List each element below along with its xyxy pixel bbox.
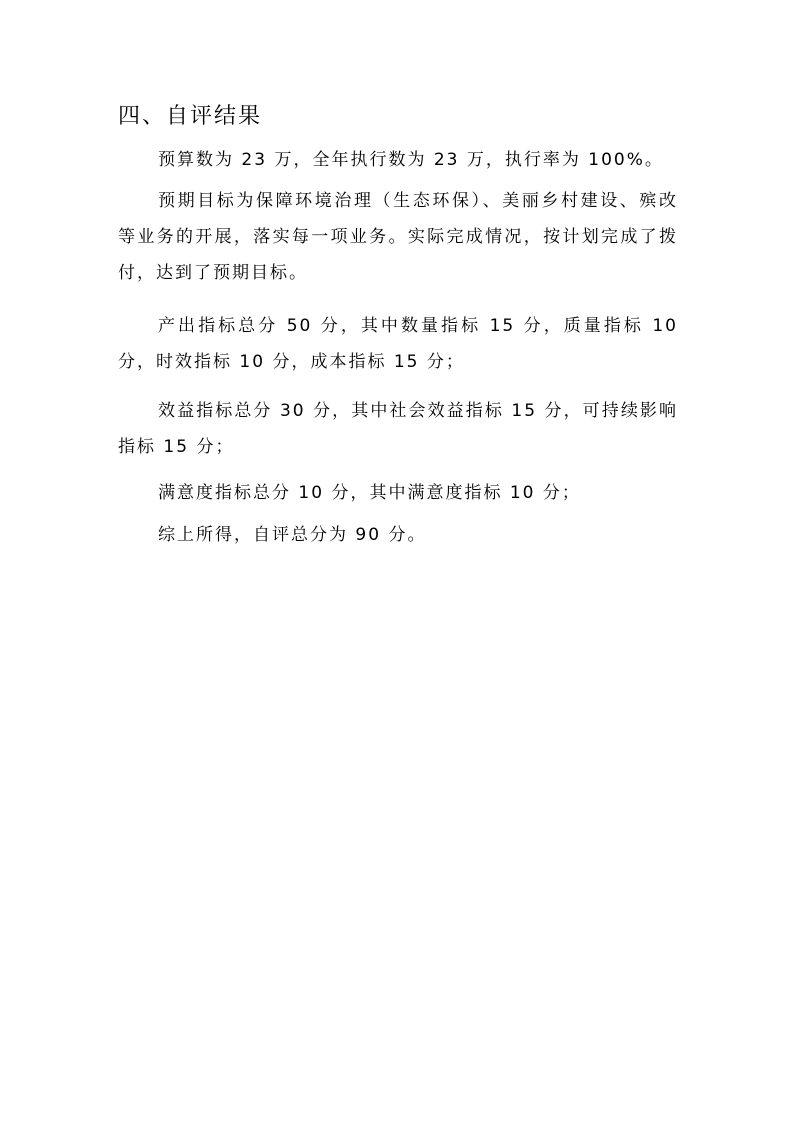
benefit-indicators-paragraph: 效益指标总分 30 分，其中社会效益指标 15 分，可持续影响指标 15 分； bbox=[118, 401, 678, 457]
target-completion-paragraph: 预期目标为保障环境治理（生态环保）、美丽乡村建设、殡改等业务的开展，落实每一项业务。实际完成情况，按计划完成了拨付，达到了预期目标。 bbox=[118, 191, 678, 283]
satisfaction-indicators-paragraph: 满意度指标总分 10 分，其中满意度指标 10 分； bbox=[158, 483, 581, 503]
output-indicators-paragraph: 产出指标总分 50 分，其中数量指标 15 分，质量指标 10 分，时效指标 10 分，成本指标 15 分； bbox=[118, 316, 678, 372]
budget-execution-paragraph: 预算数为 23 万，全年执行数为 23 万，执行率为 100%。 bbox=[158, 150, 664, 170]
total-score-paragraph: 综上所得，自评总分为 90 分。 bbox=[158, 525, 427, 545]
section-heading: 四、自评结果 bbox=[118, 104, 263, 129]
